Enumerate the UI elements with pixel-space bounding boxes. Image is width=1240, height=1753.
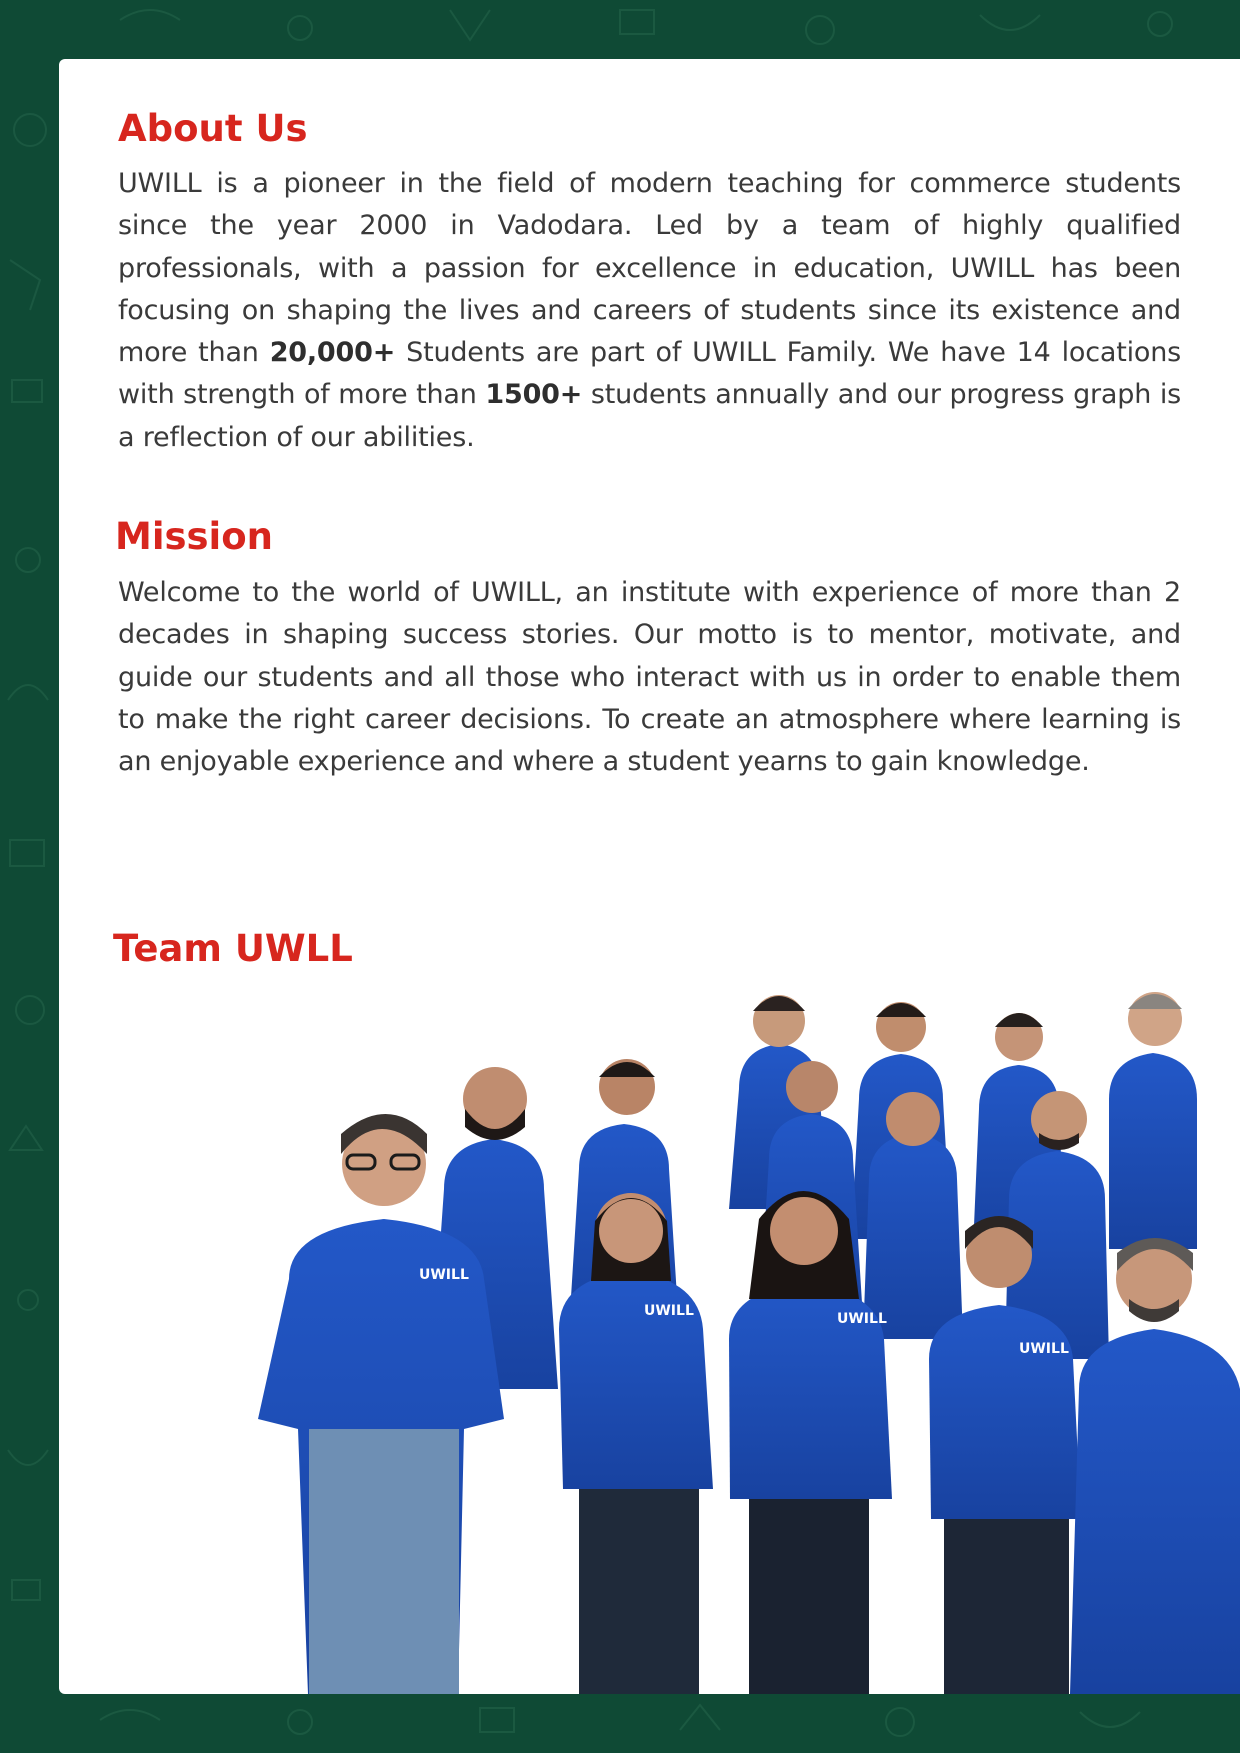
shirt-logo-text: UWILL [837, 1311, 887, 1327]
about-us-heading: About Us [118, 107, 308, 150]
mission-heading: Mission [115, 515, 273, 558]
about-text-part-2: Students are part of UWILL Family. We have 14 locations with strength of more than [118, 337, 1181, 411]
students-count: 20,000+ [269, 337, 396, 369]
annual-students-count: 1500+ [485, 379, 583, 411]
team-heading: Team UWLL [113, 927, 353, 970]
shirt-logo-text: UWILL [644, 1303, 694, 1319]
about-us-paragraph [118, 163, 1181, 459]
shirt-logo-text: UWILL [1019, 1341, 1069, 1357]
about-text-part-1: UWILL is a pioneer in the field of modern teaching for commerce students since the year 2000 in Vadodara. Led by a team of highly qualified professionals, with a passion for excellence in education, UWILL has been focusing on shaping the lives and careers of students since its existence and more than [118, 168, 1181, 369]
team-photo [249, 959, 1240, 1694]
content-card [59, 59, 1240, 1694]
mission-paragraph: Welcome to the world of UWILL, an institute with experience of more than 2 decades in shaping success stories. Our motto is to mentor, motivate, and guide our students and all those who interact with us in order to enable them to make the right career decisions. To create an atmosphere where learning is an enjoyable experience and where a student yearns to gain knowledge. [118, 577, 1181, 778]
about-text-part-3: students annually and our progress graph is a reflection of our abilities. [118, 379, 1181, 453]
shirt-logo-text: UWILL [419, 1267, 469, 1283]
